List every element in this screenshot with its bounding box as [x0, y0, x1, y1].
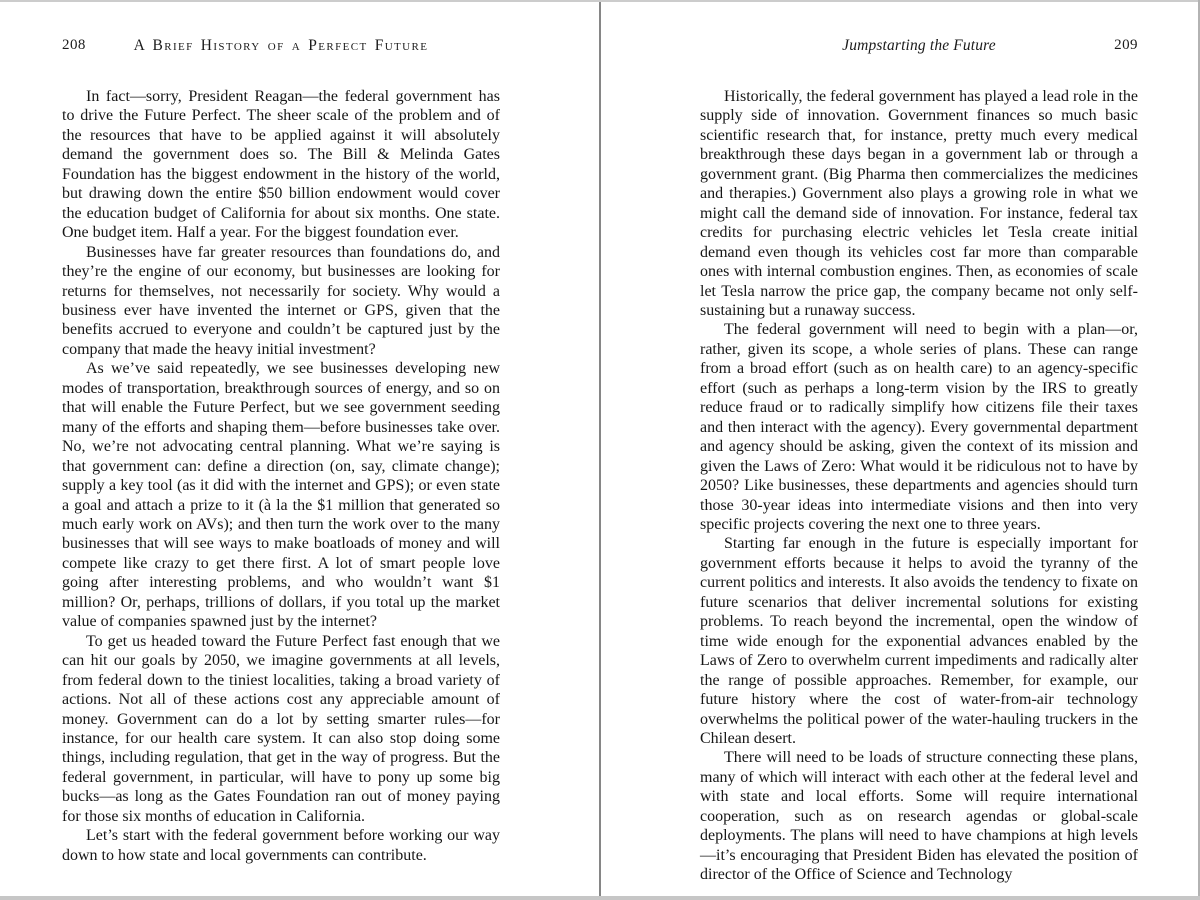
paragraph: In fact—sorry, President Reagan—the federal government has to drive the Future Perfect. The sheer scale of the problem and of the resources that have to be applied against it will absolutely demand the government does so. The Bill & Melinda Gates Foundation has the biggest endowment in the history of the world, but drawing down the entire $50 billion endowment would cover the education budget of California for about six months. One state. One budget item. Half a year. For the biggest foundation ever. [62, 88, 500, 242]
right-running-header-title: Jumpstarting the Future [842, 37, 996, 54]
left-page-body [62, 87, 500, 865]
scan-edge-bottom [0, 896, 1200, 900]
paragraph: As we’ve said repeatedly, we see businesses developing new modes of transportation, breakthrough sources of energy, and so on that will enable the Future Perfect, but we see government seeding many of the efforts and shaping them—before businesses take over. No, we’re not advocating central planning. What we’re saying is that government can: define a direction (on, say, climate change); supply a key tool (as it did with the internet and GPS); or even state a goal and attach a prize to it (à la the $1 million that generated so much early work on AVs); and then turn the work over to the many businesses that will see ways to make boatloads of money and will compete like crazy to get there first. A lot of smart people love going after interesting problems, and who wouldn’t want $1 million? Or, perhaps, trillions of dollars, if you total up the market value of companies spawned just by the internet? [62, 360, 500, 631]
paragraph: Let’s start with the federal government before working our way down to how state and local governments can contribute. [62, 827, 500, 864]
right-page-body [700, 87, 1138, 885]
right-page-inner [700, 0, 1138, 885]
paragraph: Businesses have far greater resources than foundations do, and they’re the engine of our economy, but businesses are looking for returns for themselves, not necessarily for society. Why would a business ever have invented the internet or GPS, given that the benefits accrued to everyone and couldn’t be captured just by the company that made the heavy initial investment? [62, 243, 500, 358]
paragraph: To get us headed toward the Future Perfect fast enough that we can hit our goals by 2050, we imagine governments at all levels, from federal down to the tiniest localities, taking a broad variety of actions. Not all of these actions cost any appreciable amount of money. Government can do a lot by setting smarter rules—for instance, for our health care system. It can also stop doing some things, including regulation, that get in the way of progress. But the federal government, in particular, will have to pony up some big bucks—as long as the Gates Foundation ran out of money paying for those six months of education in California. [62, 632, 500, 825]
paragraph: Historically, the federal government has played a lead role in the supply side of innovation. Government finances so much basic scientific research that, for instance, pretty much every medical breakthrough these days began in a government lab or through a government grant. (Big Pharma then commercializes the medicines and therapies.) Government also plays a growing role in what we might call the demand side of innovation. For instance, federal tax credits for purchasing electric vehicles let Tesla create initial demand even though its vehicles cost far more than comparable ones with internal combustion engines. Then, as economies of scale let Tesla narrow the price gap, the company became not only self-sustaining but a runaway success. [700, 88, 1138, 319]
paragraph: The federal government will need to begin with a plan—or, rather, given its scope, a whole series of plans. These can range from a broad effort (such as on health care) to an agency-specific effort (such as perhaps a long-term vision by the IRS to greatly reduce fraud or to radically simplify how citizens file their taxes and then interact with the agency). Every governmental department and agency should be asking, given the context of its mission and given the Laws of Zero: What would it be ridiculous not to have by 2050? Like businesses, these departments and agencies should turn those 30-year ideas into intermediate visions and then into very specific projects covering the next one to three years. [700, 321, 1138, 533]
left-page-number: 208 [62, 37, 86, 53]
left-page-inner [62, 0, 500, 865]
right-page-number: 209 [1114, 37, 1138, 53]
scan-edge-top [0, 0, 1200, 2]
right-page [600, 0, 1200, 900]
paragraph: Starting far enough in the future is especially important for government efforts because it helps to avoid the tyranny of the current politics and interests. It also avoids the tendency to fixate on future scenarios that deliver incremental solutions for existing problems. To reach beyond the incremental, open the window of time wide enough for the exponential advances enabled by the Laws of Zero to overwhelm current impediments and radically alter the range of possible approaches. Remember, for example, our future history where the cost of water-from-air technology overwhelms the political power of the water-hauling truckers in the Chilean desert. [700, 535, 1138, 747]
page-gutter-divider [599, 2, 601, 896]
left-running-header-title: A Brief History of a Perfect Future [133, 37, 429, 54]
left-running-head [62, 0, 500, 59]
right-running-head [700, 0, 1138, 59]
paragraph: There will need to be loads of structure connecting these plans, many of which will interact with each other at the federal level and with state and local efforts. Some will require international cooperation, such as on research agendas or global-scale deployments. The plans will need to have champions at high levels—it’s encouraging that President Biden has elevated the position of director of the Office of Science and Technology [700, 749, 1138, 884]
